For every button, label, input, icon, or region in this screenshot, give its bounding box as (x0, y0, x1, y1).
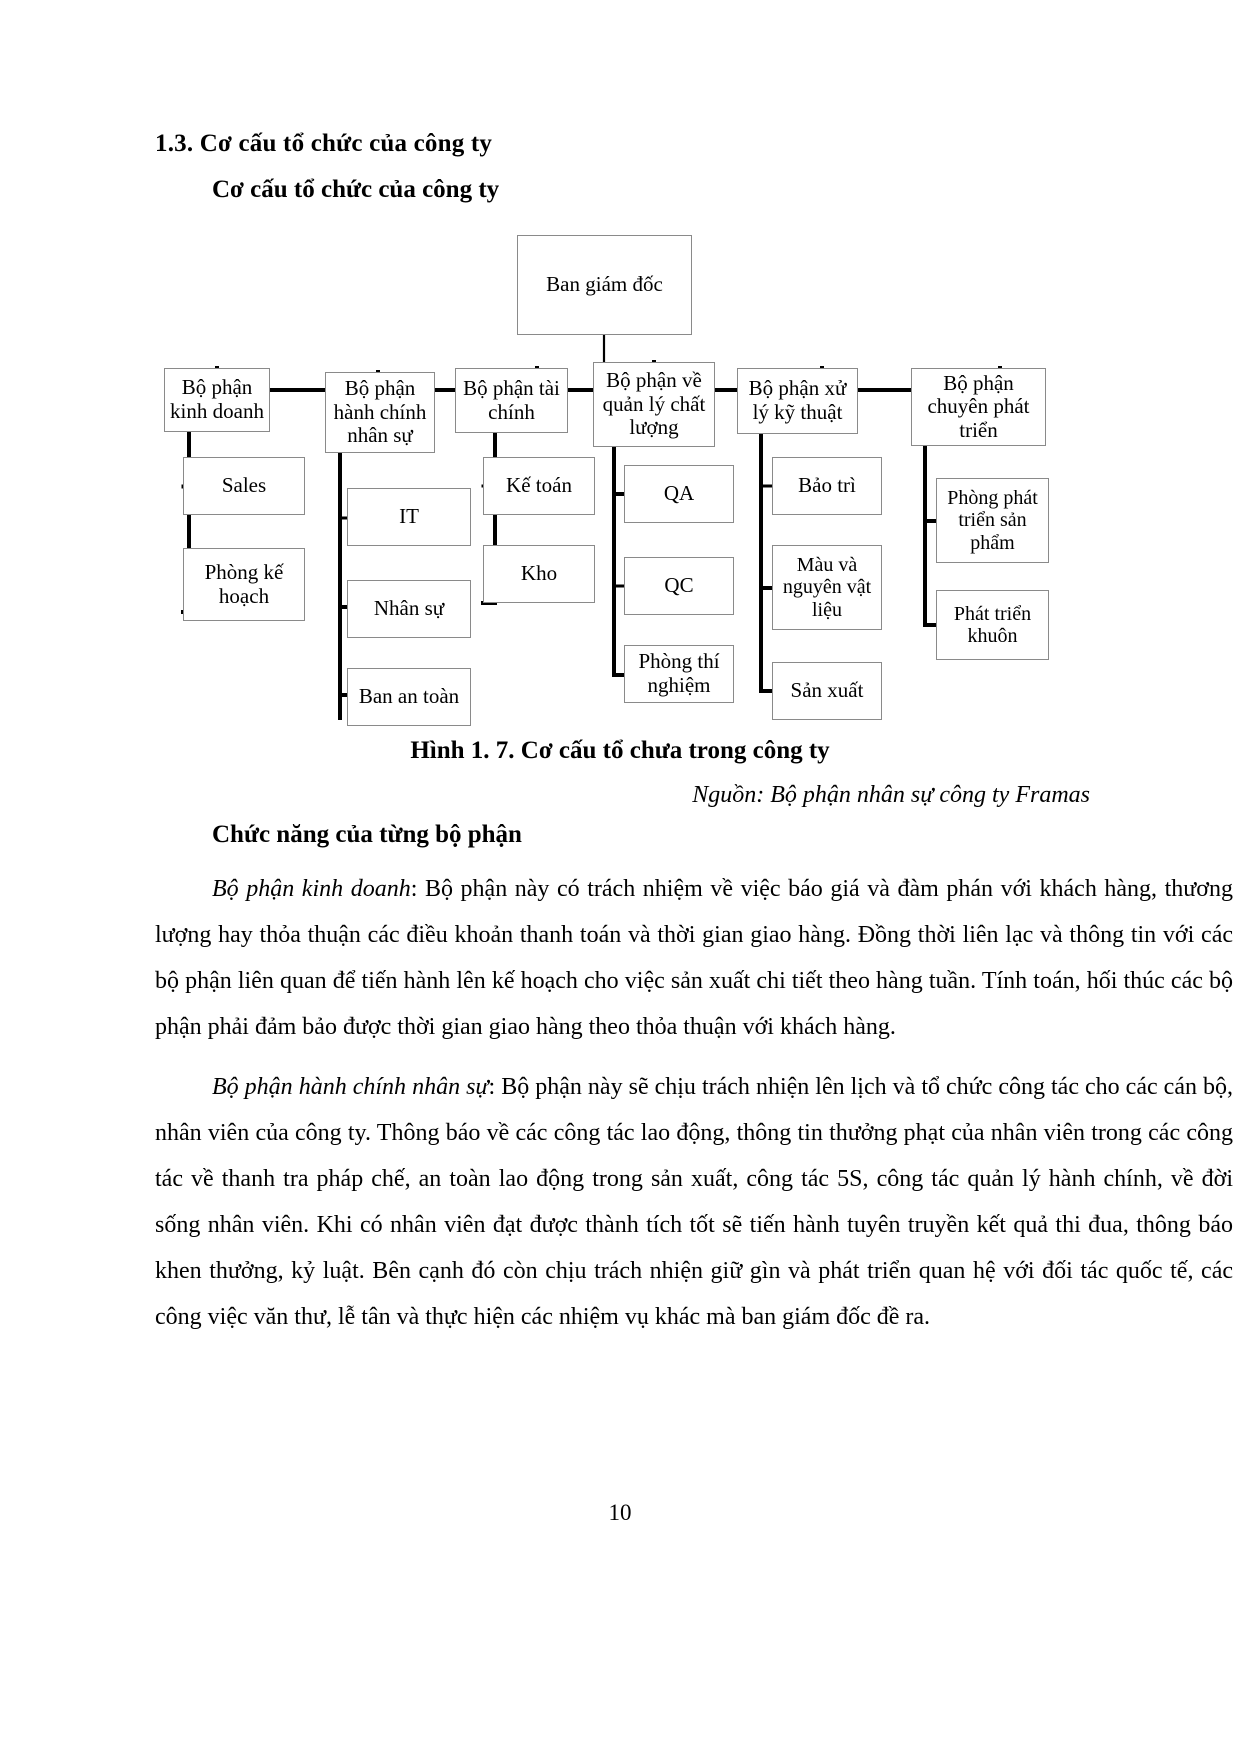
org-node-nhan-su: Nhân sự (347, 580, 471, 638)
org-node-department-xu-ly-ky-thuat: Bộ phận xử lý kỹ thuật (737, 368, 858, 434)
paragraph-hanh-chinh-nhan-su (155, 1064, 1233, 1340)
org-node-qa: QA (624, 465, 734, 523)
paragraph-lead-kinh-doanh: Bộ phận kinh doanh (212, 876, 411, 902)
paragraph-body-kinh-doanh: : Bộ phận này có trách nhiệm về việc báo giá và đàm phán với khách hàng, thương lượng hay thỏa thuận các điều khoản thanh toán và thời gian giao hàng. Đồng thời liên lạc và thông tin với các bộ phận liên quan để tiến hành lên kế hoạch cho việc sản xuất chi tiết theo hàng tuần. Tính toán, hối thúc các bộ phận phải đảm bảo được thời gian giao hàng theo thỏa thuận với khách hàng. (155, 876, 1233, 1040)
org-node-department-quan-ly-chat-luong: Bộ phận về quản lý chất lượng (593, 362, 715, 447)
org-node-it: IT (347, 488, 471, 546)
org-node-phong-thi-nghiem: Phòng thí nghiệm (624, 645, 734, 703)
org-node-department-kinh-doanh: Bộ phận kinh doanh (164, 368, 270, 432)
org-node-kho: Kho (483, 545, 595, 603)
org-node-mau-va-nguyen-vat-lieu: Màu và nguyên vật liệu (772, 545, 882, 630)
paragraph-lead-hanh-chinh-nhan-su: Bộ phận hành chính nhân sự (212, 1074, 489, 1100)
org-node-department-hanh-chinh-nhan-su: Bộ phận hành chính nhân sự (325, 372, 435, 453)
org-node-sales: Sales (183, 457, 305, 515)
page-number: 10 (608, 1500, 632, 1525)
figure-source: Nguồn: Bộ phận nhân sự công ty Framas (692, 782, 1090, 808)
org-node-qc: QC (624, 557, 734, 615)
figure-caption: Hình 1. 7. Cơ cấu tổ chưa trong công ty (410, 737, 830, 764)
org-node-phong-ke-hoach: Phòng kế hoạch (183, 548, 305, 621)
org-node-root: Ban giám đốc (517, 235, 692, 335)
functions-heading: Chức năng của từng bộ phận (212, 821, 522, 848)
paragraph-kinh-doanh (155, 866, 1233, 1050)
org-node-ke-toan: Kế toán (483, 457, 595, 515)
org-node-department-tai-chinh: Bộ phận tài chính (455, 368, 568, 433)
org-node-ban-an-toan: Ban an toàn (347, 668, 471, 726)
section-heading: 1.3. Cơ cấu tổ chức của công ty (155, 130, 493, 157)
paragraph-body-hanh-chinh-nhan-su: : Bộ phận này sẽ chịu trách nhiện lên lịch và tổ chức công tác cho các cán bộ, nhân viên của công ty. Thông báo về các công tác lao động, thông tin thưởng phạt của nhân viên trong các công tác về thanh tra pháp chế, an toàn lao động trong sản xuất, công tác 5S, công tác quản lý hành chính, về đời sống nhân viên. Khi có nhân viên đạt được thành tích tốt sẽ tiến hành tuyên truyền kết quả thi đua, thông báo khen thưởng, kỷ luật. Bên cạnh đó còn chịu trách nhiện giữ gìn và phát triển quan hệ với đối tác quốc tế, các công việc văn thư, lễ tân và thực hiện các nhiệm vụ khác mà ban giám đốc đề ra. (155, 1074, 1233, 1330)
org-node-phat-trien-khuon: Phát triển khuôn (936, 590, 1049, 660)
sub-heading: Cơ cấu tổ chức của công ty (212, 176, 500, 203)
org-node-department-chuyen-phat-trien: Bộ phận chuyên phát triển (911, 368, 1046, 446)
org-node-phong-phat-trien-san-pham: Phòng phát triển sản phẩm (936, 478, 1049, 563)
org-node-san-xuat: Sản xuất (772, 662, 882, 720)
org-node-bao-tri: Bảo trì (772, 457, 882, 515)
